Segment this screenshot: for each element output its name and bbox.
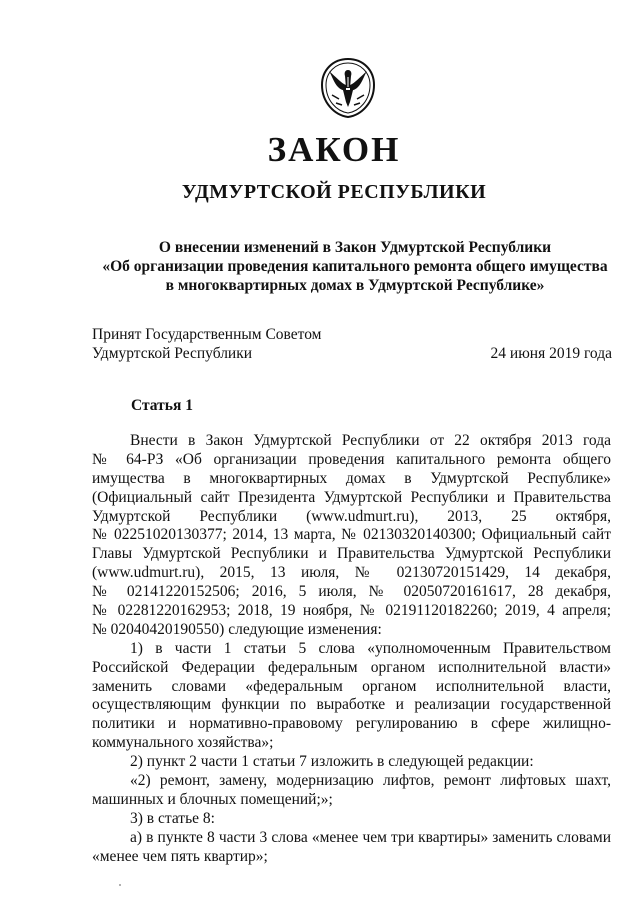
text-line: № 02251020130377; 2014, 13 марта, № 02130320140300; Официальный сайт — [92, 526, 611, 544]
adopted-by-line-2: Удмуртской Республики — [92, 345, 253, 362]
text-line: а) в пункте 8 части 3 слова «менее чем три квартиры» заменить словами — [130, 828, 611, 846]
text-line: Российской Федерации федеральным органом исполнительной власти» — [92, 658, 611, 676]
text-line: «менее чем пять квартир»; — [92, 847, 268, 865]
heading-line: «Об организации проведения капитального ремонта общего имущества — [102, 258, 608, 275]
text-line: № 02040420190550) следующие изменения: — [92, 620, 382, 638]
text-line: осуществляющим функции по выработке и реализации государственной — [92, 696, 611, 714]
text-line: 3) в статье 8: — [130, 809, 215, 827]
adoption-date: 24 июня 2019 года — [490, 345, 612, 362]
text-line: № 64-РЗ «Об организации проведения капитального ремонта общего — [92, 450, 611, 468]
text-line: Главы Удмуртской Республики и Правительства Удмуртской Республики — [92, 545, 611, 563]
scan-speck — [119, 884, 121, 886]
heading-line: в многоквартирных домах в Удмуртской Республике» — [165, 277, 545, 294]
text-line: 1) в части 1 статьи 5 слова «уполномоченным Правительством — [130, 639, 611, 657]
adopted-by-line: Принят Государственным Советом — [92, 326, 322, 343]
article-body — [92, 432, 611, 866]
text-line: имущества в многоквартирных домах в Удмуртской Республике» — [92, 469, 611, 487]
text-line: 2) пункт 2 части 1 статьи 7 изложить в следующей редакции: — [130, 753, 534, 771]
heading-line: О внесении изменений в Закон Удмуртской Республики — [158, 239, 552, 256]
text-line: машинных и блочных помещений;»; — [92, 790, 333, 808]
text-line: (www.udmurt.ru), 2015, 13 июля, № 02130720151429, 14 декабря, — [92, 564, 611, 582]
text-line: № 02141220152506; 2016, 5 июля, № 02050720161617, 28 декабря, — [92, 583, 611, 601]
law-subtitle: УДМУРТСКОЙ РЕСПУБЛИКИ — [181, 181, 487, 203]
law-title: ЗАКОН — [267, 130, 401, 169]
text-line: Внести в Закон Удмуртской Республики от 22 октября 2013 года — [130, 432, 611, 449]
text-line: коммунального хозяйства»; — [92, 734, 274, 752]
text-line: № 02281220162953; 2018, 19 ноября, № 02191120182260; 2019, 4 апреля; — [92, 602, 611, 620]
article-title: Статья 1 — [131, 397, 193, 414]
text-line: «2) ремонт, замену, модернизацию лифтов, ремонт лифтовых шахт, — [130, 772, 611, 790]
text-line: Удмуртской Республики (www.udmurt.ru), 2013, 25 октября, — [92, 507, 611, 525]
udmurt-coat-of-arms-icon — [319, 57, 377, 119]
law-heading — [90, 238, 620, 295]
adoption-block — [92, 325, 612, 363]
text-line: заменить словами «федеральным органом исполнительной власти, — [92, 677, 611, 695]
text-line: (Официальный сайт Президента Удмуртской Республики и Правительства — [92, 488, 611, 506]
text-line: политики и нормативно-правовому регулированию в сфере жилищно- — [92, 715, 611, 733]
